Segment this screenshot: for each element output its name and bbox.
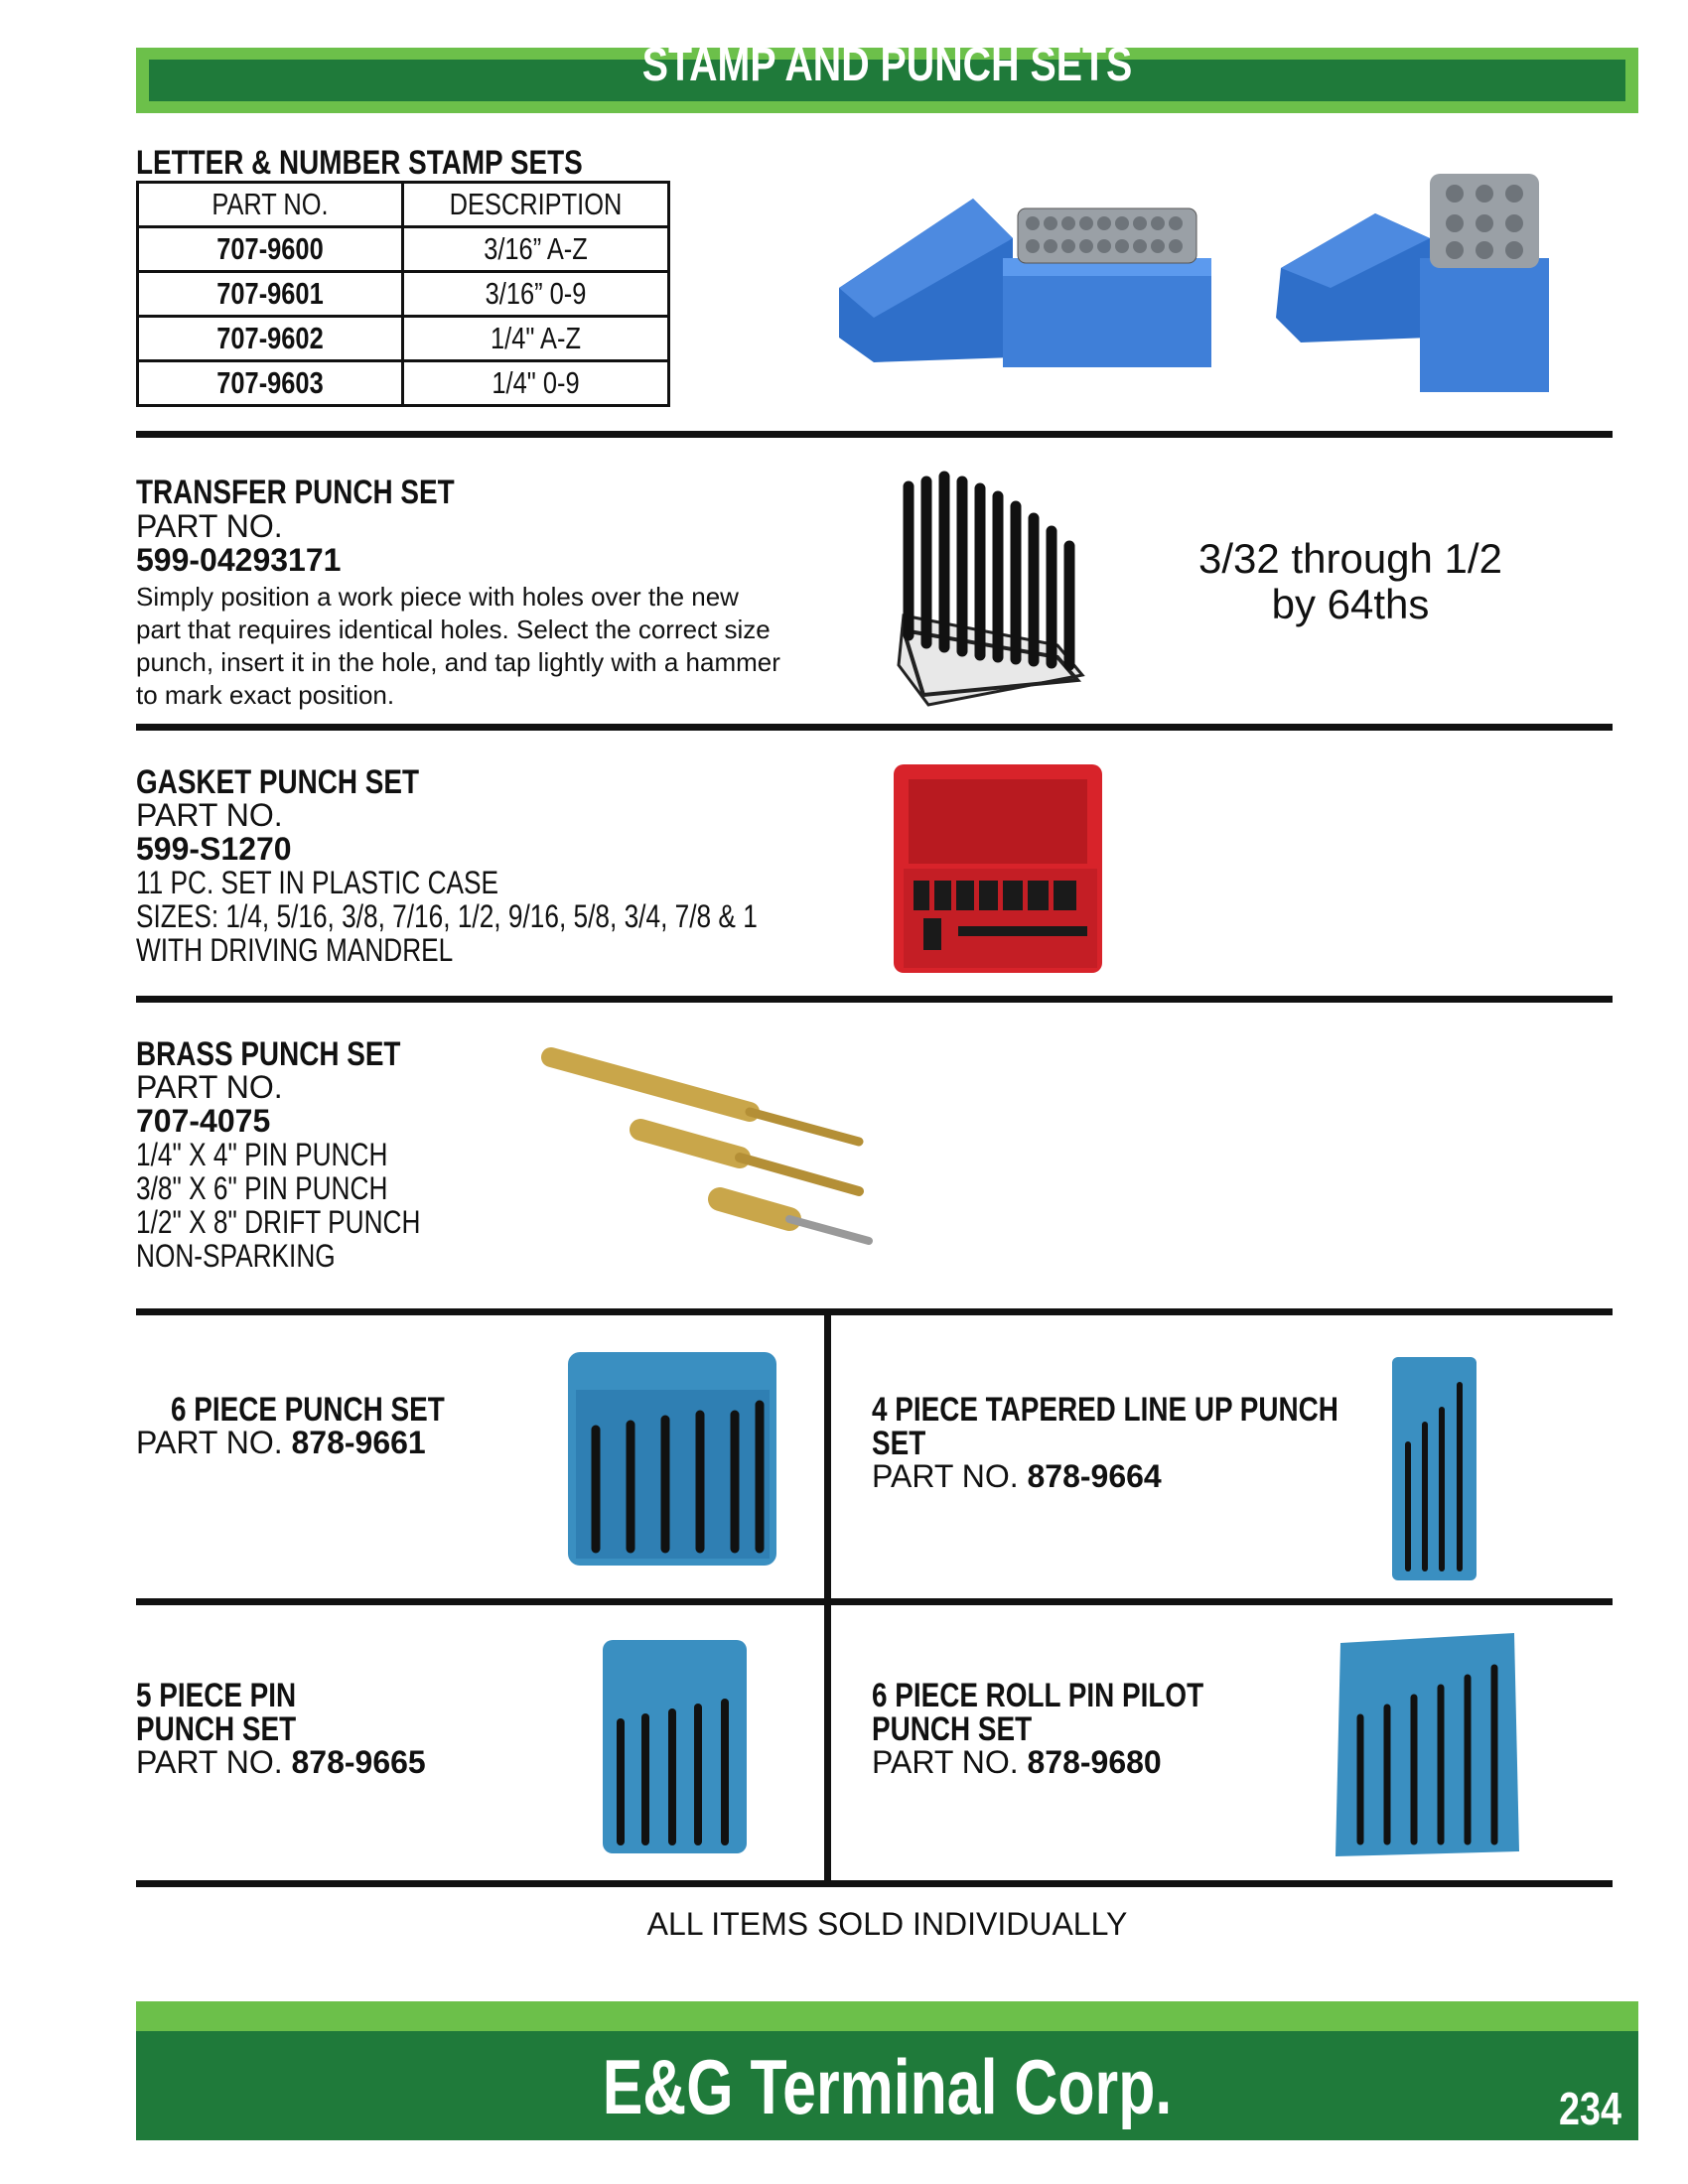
brass-spec-line: 1/2" X 8" DRIFT PUNCH: [136, 1204, 421, 1240]
part-label: PART NO.: [136, 1425, 283, 1460]
table-row: [138, 317, 669, 361]
company-name: E&G Terminal Corp.: [602, 2043, 1173, 2130]
part-label: PART NO.: [136, 1744, 283, 1780]
roll-pin-image: [1331, 1628, 1524, 1861]
roll-pin-title-line2: PUNCH SET: [872, 1710, 1033, 1748]
description-cell: 1/4" 0-9: [403, 361, 669, 406]
size-range-line: 3/32 through 1/2: [1198, 535, 1502, 582]
part-no-cell: 707-9601: [138, 272, 403, 317]
transfer-size-range: [1142, 536, 1559, 627]
six-piece-part: [136, 1426, 426, 1459]
five-piece-title-line1: 5 PIECE PIN: [136, 1677, 297, 1714]
brass-part-number: 707-4075: [136, 1103, 271, 1139]
five-piece-title-line2: PUNCH SET: [136, 1710, 297, 1748]
brass-spec-line: 3/8" X 6" PIN PUNCH: [136, 1170, 388, 1206]
table-row: [138, 272, 669, 317]
description-line: punch, insert it in the hole, and tap lightly with a hammer: [136, 647, 780, 677]
column-header: PART NO.: [138, 183, 403, 227]
section-divider: [136, 1880, 1613, 1887]
sold-individually-note: ALL ITEMS SOLD INDIVIDUALLY: [646, 1906, 1128, 1942]
six-piece-title: 6 PIECE PUNCH SET: [171, 1391, 445, 1429]
gasket-spec-line: WITH DRIVING MANDREL: [136, 932, 454, 968]
section-divider: [136, 724, 1613, 731]
stamp-sets-image: [834, 169, 1549, 397]
brass-part-label: PART NO.: [136, 1069, 283, 1105]
six-piece-image: [566, 1350, 779, 1569]
stamp-sets-table: [136, 181, 670, 407]
description-line: to mark exact position.: [136, 680, 395, 710]
gasket-part-label: PART NO.: [136, 797, 283, 833]
grid-vertical-divider: [824, 1308, 831, 1880]
page-number: 234: [1559, 2083, 1621, 2134]
footer-bar: [136, 2001, 1638, 2031]
description-line: part that requires identical holes. Select the correct size: [136, 614, 771, 644]
table-header-row: [138, 183, 669, 227]
brass-punch-image: [541, 1042, 879, 1261]
five-piece-image: [601, 1638, 750, 1856]
part-no-cell: 707-9600: [138, 227, 403, 272]
description-cell: 3/16” A-Z: [403, 227, 669, 272]
size-range-line: by 64ths: [1271, 581, 1430, 627]
transfer-part-label: PART NO.: [136, 508, 283, 544]
gasket-punch-image: [889, 759, 1112, 983]
description-cell: 3/16” 0-9: [403, 272, 669, 317]
brass-spec-line: NON-SPARKING: [136, 1238, 336, 1274]
part-number: 878-9665: [291, 1744, 426, 1780]
part-no-cell: 707-9603: [138, 361, 403, 406]
brass-spec-line: 1/4" X 4" PIN PUNCH: [136, 1137, 388, 1172]
description-cell: 1/4" A-Z: [403, 317, 669, 361]
part-label: PART NO.: [872, 1458, 1019, 1494]
page-title: STAMP AND PUNCH SETS: [641, 39, 1133, 91]
transfer-punch-title: TRANSFER PUNCH SET: [136, 474, 455, 511]
gasket-part-number: 599-S1270: [136, 831, 292, 867]
section-divider: [136, 431, 1613, 438]
four-piece-part: [872, 1459, 1162, 1493]
five-piece-part: [136, 1745, 426, 1779]
roll-pin-part: [872, 1745, 1162, 1779]
transfer-description: [136, 581, 780, 712]
gasket-punch-title: GASKET PUNCH SET: [136, 763, 420, 801]
gasket-spec-line: SIZES: 1/4, 5/16, 3/8, 7/16, 1/2, 9/16, 5/8, 3/4, 7/8 & 1: [136, 898, 758, 934]
roll-pin-title-line1: 6 PIECE ROLL PIN PILOT: [872, 1677, 1204, 1714]
part-number: 878-9661: [291, 1425, 426, 1460]
gasket-spec-line: 11 PC. SET IN PLASTIC CASE: [136, 865, 499, 900]
table-row: [138, 227, 669, 272]
part-number: 878-9664: [1027, 1458, 1162, 1494]
four-piece-title-line1: 4 PIECE TAPERED LINE UP PUNCH: [872, 1391, 1338, 1429]
part-number: 878-9680: [1027, 1744, 1162, 1780]
transfer-punch-image: [889, 467, 1097, 710]
brass-punch-title: BRASS PUNCH SET: [136, 1035, 401, 1073]
section-divider: [136, 1308, 1613, 1315]
four-piece-image: [1390, 1355, 1479, 1583]
column-header: DESCRIPTION: [403, 183, 669, 227]
transfer-part-number: 599-04293171: [136, 542, 342, 578]
description-line: Simply position a work piece with holes over the new: [136, 582, 739, 612]
part-no-cell: 707-9602: [138, 317, 403, 361]
part-label: PART NO.: [872, 1744, 1019, 1780]
four-piece-title-line2: SET: [872, 1425, 926, 1462]
table-row: [138, 361, 669, 406]
section-divider: [136, 996, 1613, 1003]
stamp-sets-title: LETTER & NUMBER STAMP SETS: [136, 144, 583, 182]
section-divider: [136, 1598, 1613, 1605]
